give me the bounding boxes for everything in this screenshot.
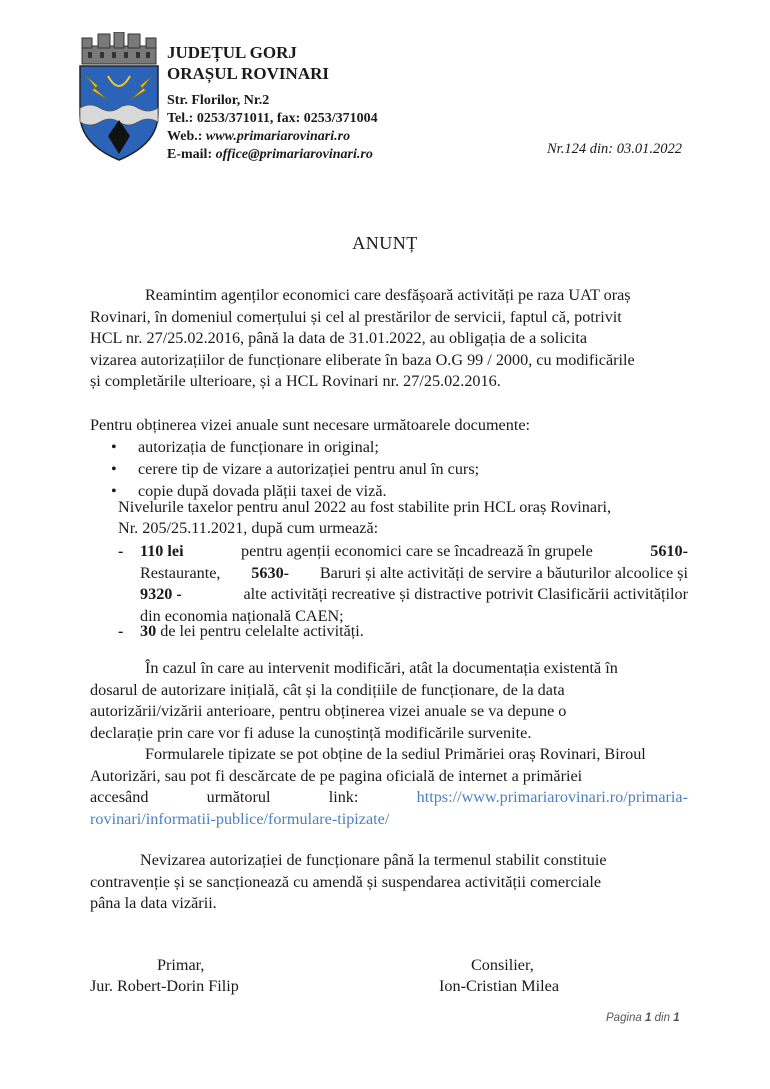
text-line: dosarul de autorizare inițială, cât și la condițiile de funcționare, de la data [90, 680, 565, 699]
bullet-icon: • [111, 438, 117, 456]
text-line: Nevizarea autorizației de funcționare până la termenul stabilit constituie [140, 851, 607, 869]
mayor-name: Jur. Robert-Dorin Filip [90, 977, 239, 995]
fees-intro-2: Nr. 205/25.11.2021, după cum urmează: [118, 519, 379, 537]
forms-link-continued[interactable]: rovinari/informatii-publice/formulare-tipizate/ [90, 809, 390, 828]
text-line [90, 809, 688, 831]
paragraph-forms [90, 744, 688, 830]
coat-of-arms-icon [78, 32, 160, 162]
email-label: E-mail: [167, 147, 213, 162]
text-line: Formularele tipizate se pot obține de la sediul Primăriei oraș Rovinari, Biroul [145, 745, 646, 763]
mayor-role: Primar, [157, 956, 205, 974]
list-item: • copie după dovada plății taxei de viză. [138, 481, 387, 503]
documents-intro: Pentru obținerea vizei anuale sunt necesare următoarele documente: [90, 416, 531, 434]
text-line: Reamintim agenților economici care desfășoară activități pe raza UAT oraș [145, 286, 631, 304]
email-line [167, 146, 373, 164]
document-title: ANUNȚ [352, 233, 418, 253]
text-line: și completările ulterioare, și a HCL Rovinari nr. 27/25.02.2016. [90, 372, 501, 390]
text-line: HCL nr. 27/25.02.2016, până la data de 31.01.2022, au obligația de a solicita [90, 329, 588, 347]
phone-fax: Tel.: 0253/371011, fax: 0253/371004 [167, 111, 378, 126]
text-line: 9320 - alte activități recreative și distractive potrivit Clasificării activităților [140, 584, 688, 606]
dash-icon: - [118, 542, 124, 560]
county-heading: JUDEȚUL GORJ [167, 43, 297, 62]
list-item: • cerere tip de vizare a autorizației pentru anul în curs; [138, 459, 479, 481]
website-link[interactable]: www.primariarovinari.ro [205, 129, 351, 144]
text-line: contravenție și se sancționează cu amendă și suspendarea activității comerciale [90, 872, 602, 891]
text-line: Rovinari, în domeniul comerțului și cel al prestărilor de servicii, faptul că, potrivit [90, 307, 622, 326]
text-line: În cazul în care au intervenit modificări, atât la documentația existentă în [145, 659, 618, 677]
fee-amount: 110 lei [140, 542, 184, 560]
caen-code: 5630- [251, 563, 290, 582]
registration-number: Nr.124 din: 03.01.2022 [547, 141, 682, 157]
text-line: accesând următorul link: https://www.primariarovinari.ro/primaria- [90, 787, 688, 809]
text-line: pâna la data vizării. [90, 894, 217, 912]
text-line: vizarea autorizațiilor de funcționare eliberate în baza O.G 99 / 2000, cu modificările [90, 350, 635, 369]
councillor-name: Ion-Cristian Milea [439, 977, 560, 995]
paragraph-penalty [90, 850, 688, 915]
email-link[interactable]: office@primariarovinari.ro [215, 147, 373, 162]
bullet-icon: • [111, 460, 117, 478]
forms-link[interactable]: https://www.primariarovinari.ro/primaria- [416, 788, 688, 806]
caen-code: 5610- [650, 542, 688, 560]
address: Str. Florilor, Nr.2 [167, 93, 270, 108]
text-line: Autorizări, sau pot fi descărcate de pe pagina oficială de internet a primăriei [90, 766, 583, 785]
fee-amount: 30 [140, 622, 157, 640]
fee-item-30: - 30 de lei pentru celelalte activități. [140, 621, 364, 643]
fees-intro: Nivelurile taxelor pentru anul 2022 au fost stabilite prin HCL oraș Rovinari, [118, 498, 612, 516]
website-line [167, 128, 350, 146]
text-line: autorizării/vizării anterioare, pentru obținerea vizei anuale se va depune o [90, 702, 567, 720]
bullet-icon: • [111, 482, 117, 500]
dash-icon: - [118, 622, 124, 640]
page-number: Pagina 1 din 1 [606, 1012, 680, 1024]
text-line: din economia națională CAEN; [140, 606, 344, 625]
town-heading: ORAȘUL ROVINARI [167, 64, 329, 83]
paragraph-reminder [90, 285, 688, 393]
text-line: 110 lei pentru agenții economici care se încadrează în grupele 5610- [140, 541, 688, 563]
list-item: • autorizația de funcționare in original; [138, 437, 379, 459]
web-label: Web.: [167, 129, 203, 144]
text-line: Restaurante, 5630- Baruri și alte activități de servire a băuturilor alcoolice și [140, 563, 688, 585]
fee-item-110 [118, 541, 688, 627]
paragraph-modifications [90, 658, 688, 744]
councillor-role: Consilier, [471, 956, 534, 974]
caen-code: 9320 - [140, 585, 182, 603]
text-line: declarație prin care vor fi aduse la cunoștință modificările survenite. [90, 723, 532, 742]
